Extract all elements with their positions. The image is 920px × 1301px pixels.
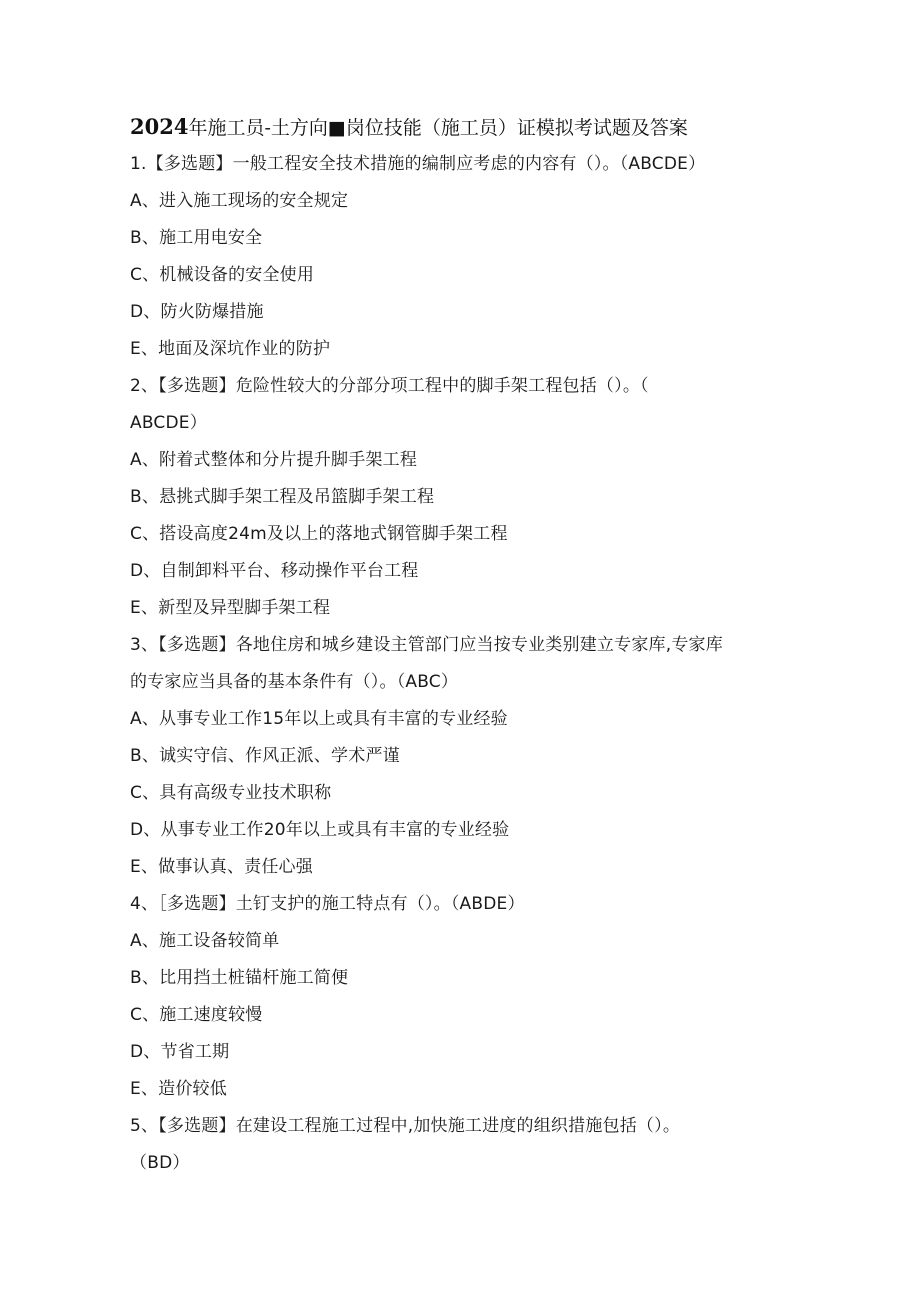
question-2-text: 2、【多选题】危险性较大的分部分项工程中的脚手架工程包括（）。（ xyxy=(130,376,649,396)
question-1-option-c: C、机械设备的安全使用 xyxy=(130,265,315,285)
question-1-option-e: E、地面及深坑作业的防护 xyxy=(130,339,331,359)
question-1-option-d: D、防火防爆措施 xyxy=(130,302,264,322)
question-1-option-a: A、进入施工现场的安全规定 xyxy=(130,191,349,211)
question-3-text: 3、【多选题】各地住房和城乡建设主管部门应当按专业类别建立专家库,专家库 xyxy=(130,635,723,655)
question-3-option-d: D、从事专业工作20年以上或具有丰富的专业经验 xyxy=(130,820,510,840)
question-4-option-c: C、施工速度较慢 xyxy=(130,1005,263,1025)
question-2-option-a: A、附着式整体和分片提升脚手架工程 xyxy=(130,450,418,470)
question-4-option-b: B、比用挡土桩锚杆施工简便 xyxy=(130,968,349,988)
title-text: 年施工员-土方向■岗位技能（施工员）证模拟考试题及答案 xyxy=(188,117,688,139)
question-1-text: 1.【多选题】一般工程安全技术措施的编制应考虑的内容有（）。（ABCDE） xyxy=(130,154,706,174)
question-5-text-cont: （BD） xyxy=(130,1153,190,1173)
question-4-option-e: E、造价较低 xyxy=(130,1079,227,1099)
question-2-option-d: D、自制卸料平台、移动操作平台工程 xyxy=(130,561,419,581)
question-3-text-cont: 的专家应当具备的基本条件有（）。（ABC） xyxy=(130,672,459,692)
question-2-text-cont: ABCDE） xyxy=(130,413,207,433)
question-3-option-c: C、具有高级专业技术职称 xyxy=(130,783,332,803)
question-2-option-b: B、悬挑式脚手架工程及吊篮脚手架工程 xyxy=(130,487,435,507)
document-title xyxy=(130,114,688,141)
question-1-option-b: B、施工用电安全 xyxy=(130,228,263,248)
question-2-option-e: E、新型及异型脚手架工程 xyxy=(130,598,331,618)
question-3-option-e: E、做事认真、责任心强 xyxy=(130,857,313,877)
question-5-text: 5、【多选题】在建设工程施工过程中,加快施工进度的组织措施包括（）。 xyxy=(130,1116,681,1136)
question-4-option-a: A、施工设备较简单 xyxy=(130,931,280,951)
question-3-option-b: B、诚实守信、作风正派、学术严谨 xyxy=(130,746,400,766)
question-4-text: 4、［多选题】土钉支护的施工特点有（）。（ABDE） xyxy=(130,894,525,914)
question-3-option-a: A、从事专业工作15年以上或具有丰富的专业经验 xyxy=(130,709,508,729)
question-4-option-d: D、节省工期 xyxy=(130,1042,230,1062)
question-2-option-c: C、搭设高度24m及以上的落地式钢管脚手架工程 xyxy=(130,524,508,544)
title-year: 2024 xyxy=(130,114,189,139)
